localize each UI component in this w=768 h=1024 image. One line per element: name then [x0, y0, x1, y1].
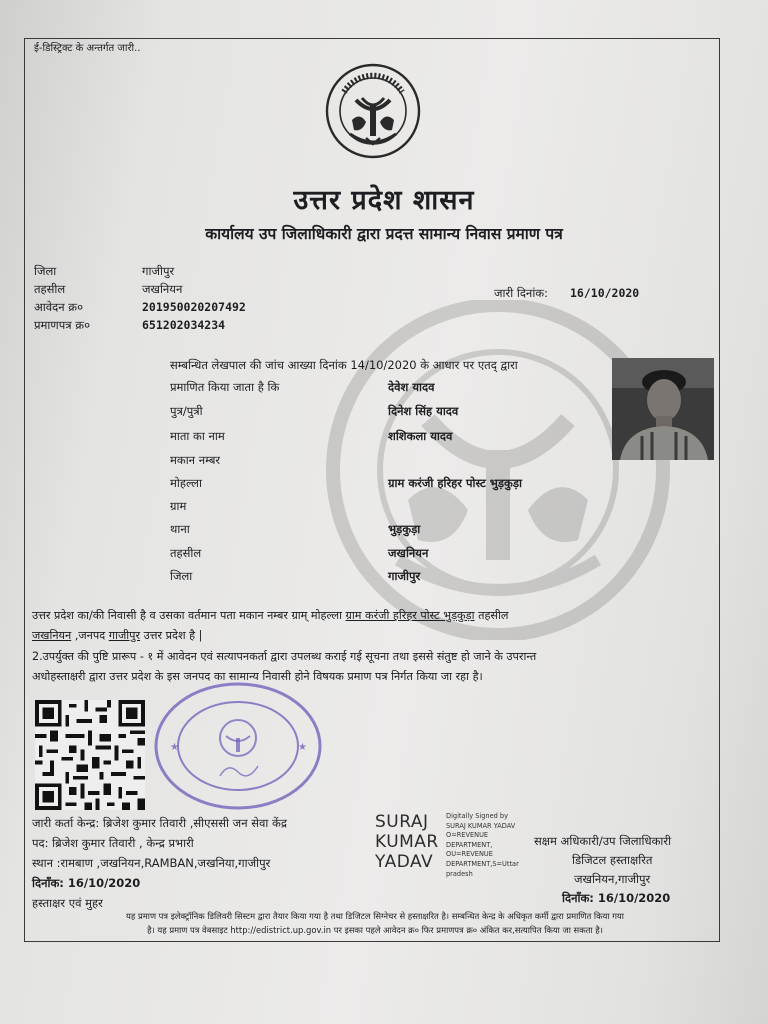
footer-note-line-2: है। यह प्रमाण पत्र वेबसाइट http://edistrict.up.gov.in पर इसका पहले आवेदन क्र० फिर प्रमाणपत्र क्र० अंकित कर,सत्यापित किया जा सकता है। — [147, 925, 603, 935]
issuer-date: दिनाँक: 16/10/2020 — [32, 876, 141, 890]
qr-code-icon — [34, 700, 146, 810]
csc-round-stamp-icon — [150, 680, 322, 812]
field-tehsil-label: तहसील — [170, 546, 202, 560]
digital-signature-details — [446, 812, 519, 879]
sign-detail-line: SURAJ KUMAR YADAV — [446, 821, 516, 830]
mohalla-label: मोहल्ला — [170, 476, 202, 490]
residence-address: ग्राम करंजी हरिहर पोस्ट भुड़कुड़ा — [345, 609, 475, 622]
mohalla-value: ग्राम करंजी हरिहर पोस्ट भुड़कुड़ा — [388, 476, 522, 490]
issuer-place: स्थान :रामबाण ,जखनियन,RAMBAN,जखनिया,गाजीपुर — [32, 856, 271, 870]
application-number-label: आवेदन क्र० — [34, 300, 84, 314]
certificate-subtitle: कार्यालय उप जिलाधिकारी द्वारा प्रदत्त सामान्य निवास प्रमाण पत्र — [205, 225, 563, 243]
watermark-emblem-icon — [318, 300, 678, 640]
mother-name-label: माता का नाम — [170, 429, 225, 443]
residence-text-b: तहसील — [478, 609, 509, 622]
district-value: गाजीपुर — [142, 264, 175, 278]
thana-label: थाना — [170, 522, 190, 536]
authority-location: जखनियन,गाजीपुर — [574, 872, 651, 886]
certificate-number-label: प्रमाणपत्र क्र० — [34, 318, 91, 332]
application-number-value: 20195002020749​2 — [142, 300, 246, 314]
issue-date-value: 16/10/2020 — [570, 286, 640, 300]
footer-note-line-1: यह प्रमाण पत्र इलेक्ट्रॉनिक डिलिवरी सिस्टम द्वारा तैयार किया गया है तथा डिजिटल सिग्नेचर से हस्ताक्षरित है। सम्बन्धित केन्द्र के अधिकृत कर्मी द्वारा प्रमाणित किया गया — [126, 911, 624, 921]
residence-text-c: ,जनपद — [74, 629, 106, 642]
up-government-emblem-icon — [322, 62, 424, 160]
mother-name-value: शशिकला यादव — [388, 429, 453, 443]
house-number-label: मकान नम्बर — [170, 453, 221, 467]
residence-text-a: उत्तर प्रदेश का/की निवासी है व उसका वर्तमान पता मकान नम्बर ग्राम् मोहल्ला — [32, 609, 342, 622]
issuer-post: पद: ब्रिजेश कुमार तिवारी , केन्द्र प्रभारी — [32, 836, 194, 850]
sign-detail-line: OU=REVENUE — [446, 850, 493, 859]
digital-signature-name — [375, 812, 439, 872]
sign-name-line-1: SURAJ — [375, 812, 429, 832]
confirmation-line-1: 2.उपर्युक्त की पुष्टि प्रारूप - १ में आवेदन एवं सत्यापनकर्ता द्वारा उपलब्ध कराई गई सूचना तथा इससे संतुष्ट हो जाने के उपरान्त — [32, 650, 537, 663]
page-title: उत्तर प्रदेश शासन — [293, 185, 475, 216]
sign-detail-line: O=REVENUE — [446, 831, 489, 840]
field-tehsil-value: जखनियन — [388, 546, 429, 560]
sign-name-line-2: KUMAR — [375, 832, 439, 852]
residence-district: गाजीपुर — [108, 629, 141, 642]
svg-text:★: ★ — [298, 742, 307, 753]
residence-paragraph — [32, 606, 712, 646]
confirmation-line-2: अधोहस्ताक्षरी द्वारा उत्तर प्रदेश के इस जनपद का सामान्य निवासी होने विषयक प्रमाण पत्र निर्गत किया जा रहा है। — [32, 670, 483, 683]
authority-date: दिनाँक: 16/10/2020 — [562, 891, 671, 905]
certified-label: प्रमाणित किया जाता है कि — [170, 380, 280, 394]
sign-name-line-3: YADAV — [375, 852, 434, 872]
confirmation-paragraph — [32, 647, 712, 687]
residence-tehsil: जखनियन — [32, 629, 72, 642]
village-label: ग्राम — [170, 499, 187, 513]
thana-value: भुड़कुड़ा — [388, 522, 421, 536]
sign-detail-line: DEPARTMENT,S=Uttar — [446, 859, 519, 868]
svg-text:★: ★ — [170, 742, 179, 753]
authority-title: सक्षम अधिकारी/उप जिलाधिकारी — [534, 834, 672, 848]
signature-seal-label: हस्ताक्षर एवं मुहर — [32, 896, 103, 910]
verification-intro: सम्बन्धित लेखपाल की जांच आख्या दिनांक 14/10/2020 के आधार पर एतद् द्वारा — [170, 358, 518, 372]
sign-detail-line: Digitally Signed by — [446, 812, 509, 820]
field-district-value: गाजीपुर — [388, 569, 421, 583]
field-district-label: जिला — [170, 569, 193, 583]
applicant-name-value: देवेश यादव — [388, 380, 435, 394]
tehsil-value: जखनियन — [142, 282, 183, 296]
district-label: जिला — [34, 264, 57, 278]
sign-detail-line: DEPARTMENT, — [446, 840, 493, 849]
edistrict-note: ई-डिस्ट्रिक्ट के अन्तर्गत जारी.. — [34, 43, 141, 54]
father-name-value: दिनेश सिंह यादव — [388, 404, 459, 418]
issue-date-label: जारी दिनांक: — [494, 286, 549, 300]
son-daughter-label: पुत्र/पुत्री — [170, 404, 203, 418]
applicant-photo — [612, 358, 714, 460]
authority-digital-signed: डिजिटल हस्ताक्षरित — [572, 853, 653, 867]
tehsil-label: तहसील — [34, 282, 66, 296]
certificate-number-value: 651202034234 — [142, 318, 226, 332]
sign-detail-line: pradesh — [446, 869, 473, 878]
issuing-center: जारी कर्ता केन्द्र: ब्रिजेश कुमार तिवारी ,सीएससी जन सेवा केंद्र — [32, 816, 287, 830]
residence-text-d: उत्तर प्रदेश है | — [143, 629, 203, 642]
